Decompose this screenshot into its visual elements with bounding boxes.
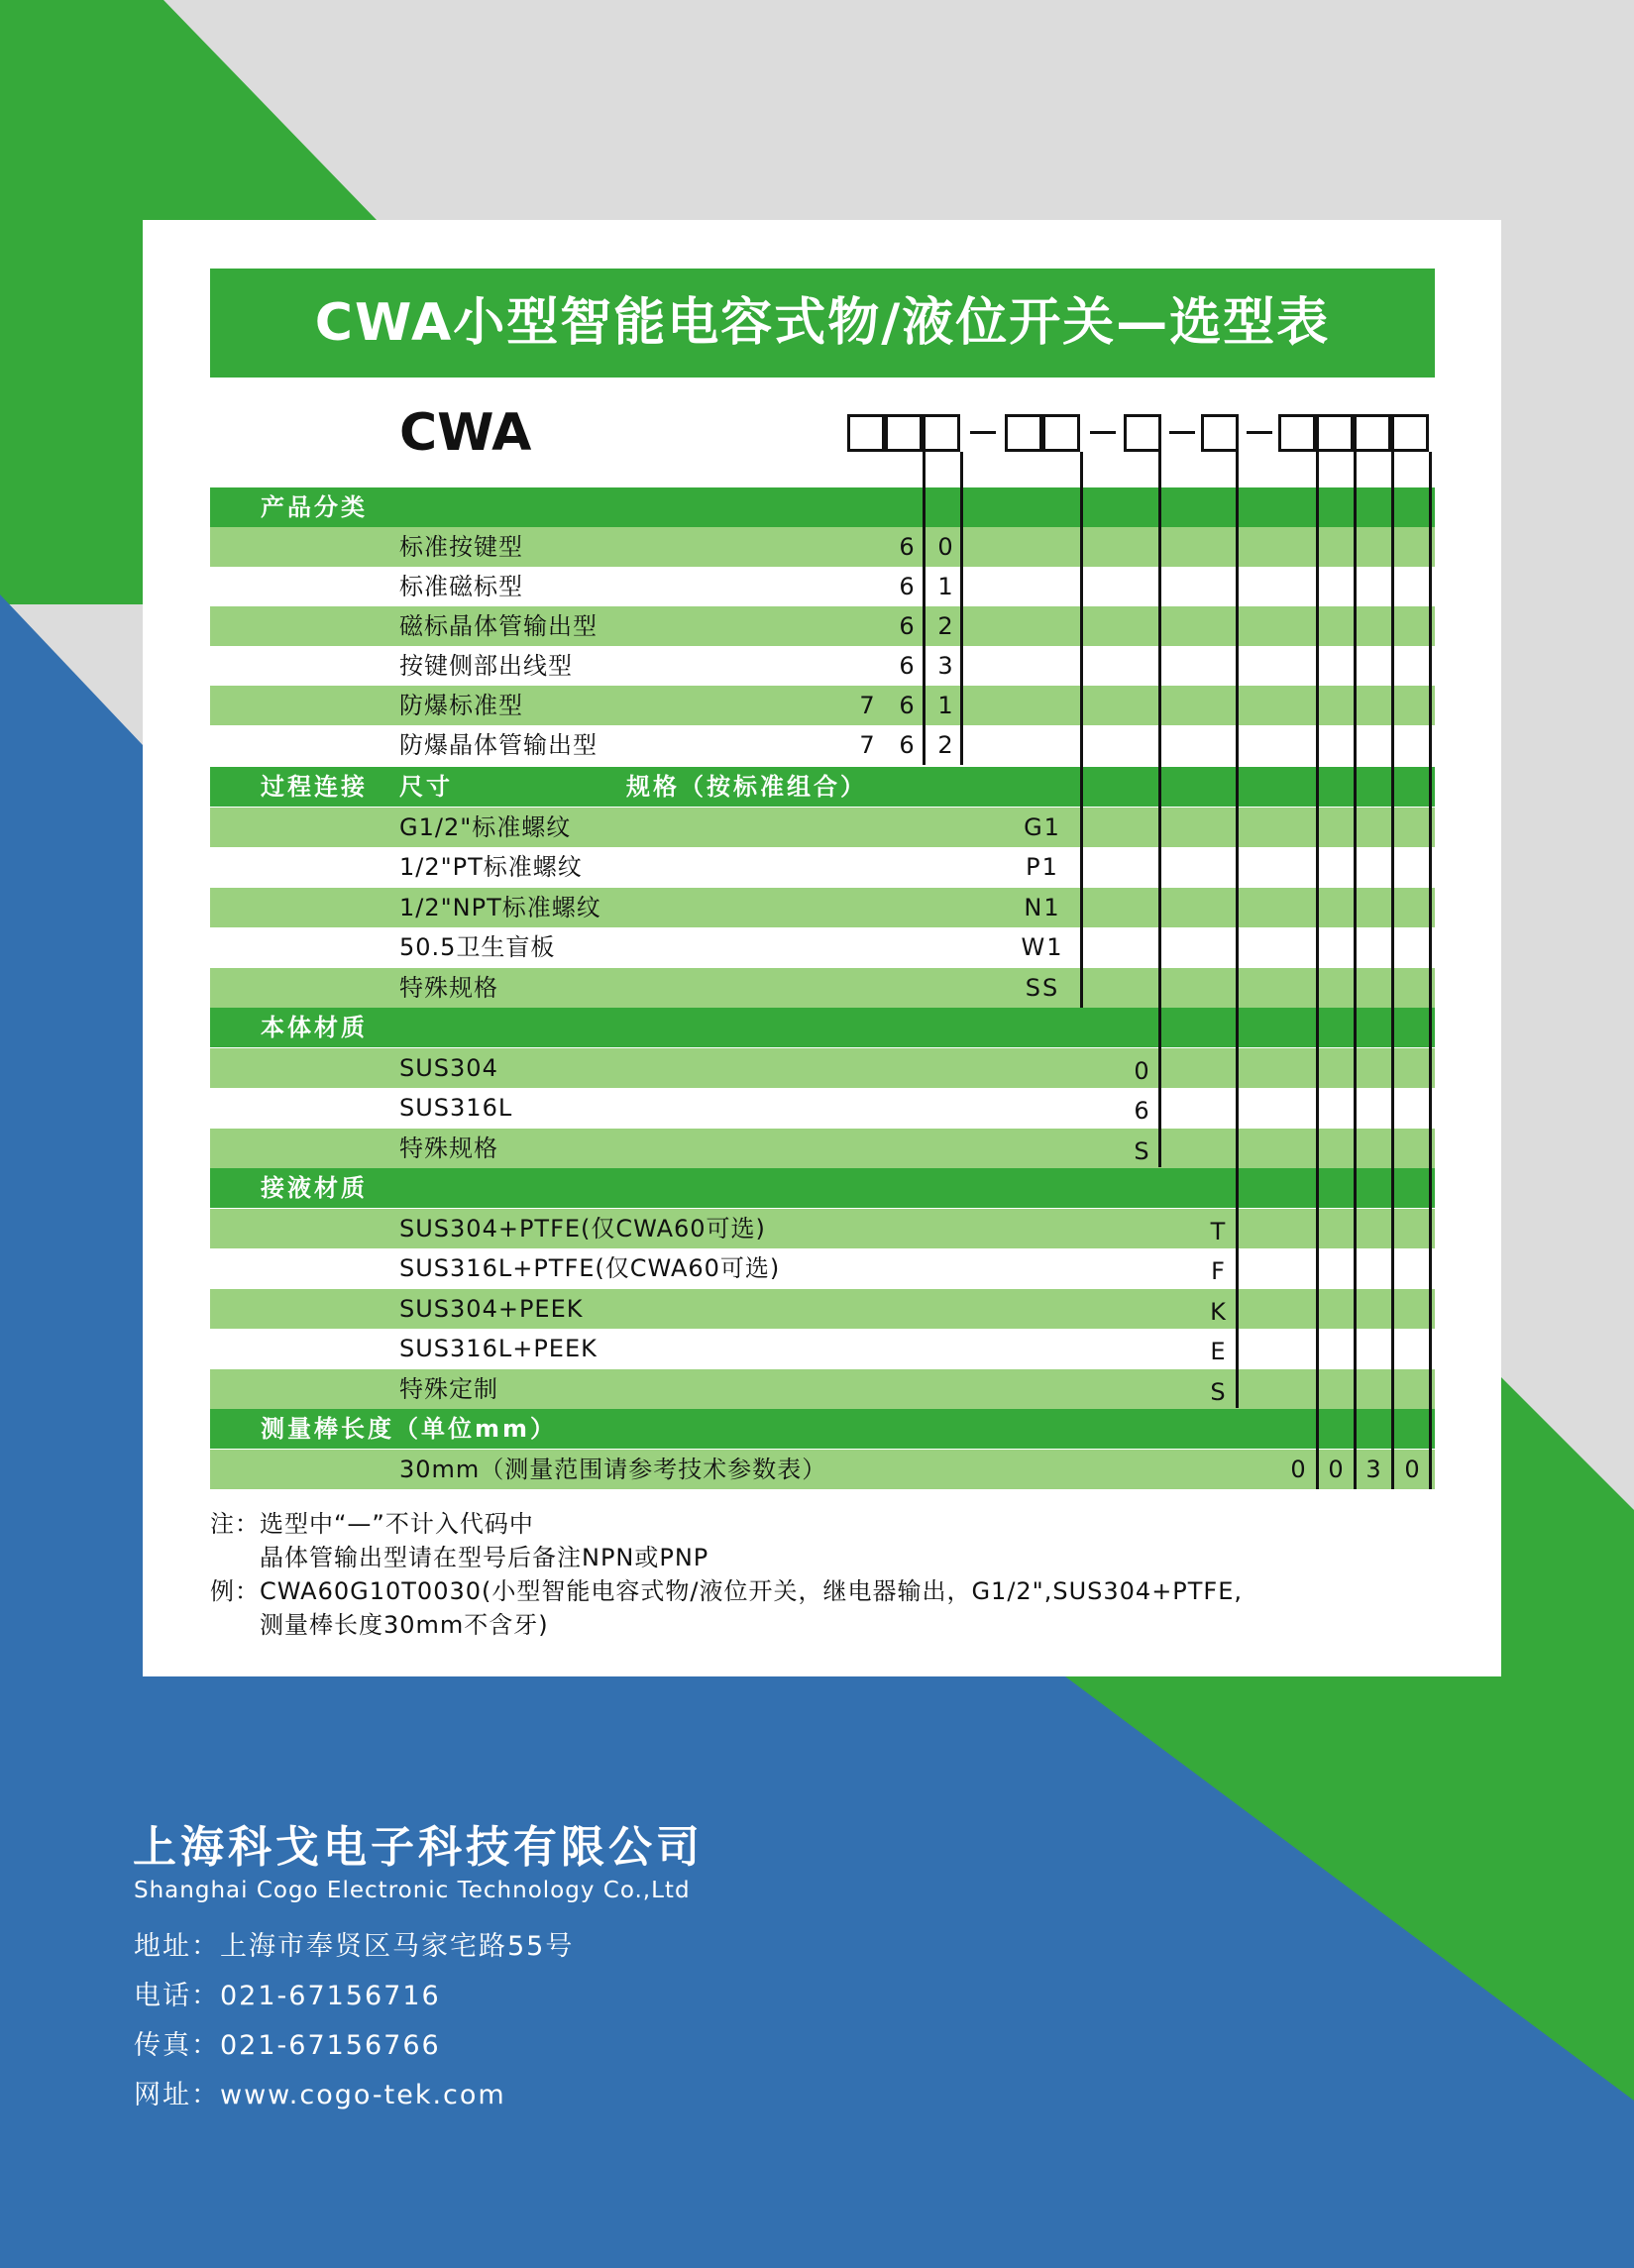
section-header-body-material	[210, 1008, 1435, 1047]
note-line: 测量棒长度30mm不含牙)	[210, 1611, 549, 1639]
option-code: 1	[937, 692, 953, 719]
code-box	[1201, 414, 1239, 452]
option-label: 50.5卫生盲板	[399, 933, 556, 961]
code-box	[1042, 414, 1080, 452]
option-code: 0	[1404, 1456, 1420, 1483]
option-code: 6	[899, 612, 915, 640]
code-box	[1278, 414, 1316, 452]
table-row	[210, 1369, 1435, 1409]
table-row	[210, 1289, 1435, 1329]
table-row	[210, 606, 1435, 646]
option-code: 2	[937, 612, 953, 640]
section-header-product-type	[210, 487, 1435, 527]
company-fax: 传真：021-67156766	[134, 2030, 441, 2061]
option-label: SUS304+PEEK	[399, 1295, 584, 1323]
option-label: G1/2"标准螺纹	[399, 813, 572, 841]
page-title: CWA小型智能电容式物/液位开关—选型表	[314, 293, 1331, 353]
option-label: 标准磁标型	[399, 573, 523, 600]
code-box	[1124, 414, 1161, 452]
option-label: 标准按键型	[399, 533, 523, 561]
company-name-en: Shanghai Cogo Electronic Technology Co.,Ltd	[134, 1878, 691, 1903]
option-code: G1	[1024, 813, 1061, 841]
separator-dash	[1169, 431, 1195, 434]
table-row	[210, 1209, 1435, 1248]
option-label: 特殊规格	[399, 974, 498, 1002]
option-code: K	[1210, 1298, 1226, 1326]
connector-line	[1354, 452, 1357, 1489]
table-row	[210, 686, 1435, 725]
code-box	[1354, 414, 1391, 452]
table-row	[210, 1248, 1435, 1288]
option-code: S	[1134, 1137, 1149, 1165]
company-name-cn: 上海科戈电子科技有限公司	[133, 1822, 704, 1873]
section-title: 过程连接	[261, 773, 368, 801]
connector-line	[1391, 452, 1394, 1489]
separator-dash	[1090, 431, 1116, 434]
code-box	[923, 414, 960, 452]
company-phone: 电话：021-67156716	[134, 1981, 441, 2011]
option-code: 7	[859, 692, 875, 719]
option-label: 按键侧部出线型	[399, 652, 573, 680]
option-code: 2	[937, 731, 953, 759]
table-row	[210, 1129, 1435, 1168]
connector-line	[1429, 452, 1432, 1489]
option-code: F	[1211, 1257, 1225, 1285]
table-row	[210, 888, 1435, 927]
option-code: S	[1210, 1378, 1226, 1406]
option-code: 6	[1134, 1097, 1149, 1125]
option-label: SUS316L+PTFE(仅CWA60可选)	[399, 1254, 781, 1282]
option-code: 0	[1328, 1456, 1344, 1483]
section-title: 产品分类	[261, 493, 368, 521]
option-label: 防爆标准型	[399, 692, 523, 719]
option-label: 特殊规格	[399, 1134, 498, 1162]
option-code: 6	[899, 652, 915, 680]
note-line: 晶体管输出型请在型号后备注NPN或PNP	[210, 1544, 709, 1571]
option-code: 1	[937, 573, 953, 600]
option-label: 特殊定制	[399, 1375, 498, 1403]
option-label: 1/2"PT标准螺纹	[399, 853, 583, 881]
table-row	[210, 847, 1435, 887]
option-code: 0	[937, 533, 953, 561]
note-line: 例：CWA60G10T0030(小型智能电容式物/液位开关，继电器输出，G1/2",SUS304+PTFE,	[210, 1577, 1244, 1605]
option-code: P1	[1026, 853, 1059, 881]
code-box	[1391, 414, 1429, 452]
code-box	[1316, 414, 1354, 452]
option-code: W1	[1021, 933, 1064, 961]
option-label: 磁标晶体管输出型	[399, 612, 598, 640]
section-title: 本体材质	[261, 1014, 368, 1041]
option-code: T	[1210, 1218, 1226, 1245]
option-label: SUS304	[399, 1054, 498, 1082]
option-code: 6	[899, 573, 915, 600]
code-box	[847, 414, 885, 452]
option-code: 6	[899, 731, 915, 759]
table-row	[210, 527, 1435, 567]
option-code: E	[1210, 1338, 1226, 1365]
option-label: 1/2"NPT标准螺纹	[399, 894, 601, 921]
table-row	[210, 927, 1435, 967]
section-title: 测量棒长度（单位mm）	[261, 1415, 558, 1443]
size-column-header: 尺寸	[399, 773, 453, 801]
table-row	[210, 646, 1435, 686]
option-code: 6	[899, 692, 915, 719]
option-code: SS	[1025, 974, 1060, 1002]
table-row	[210, 1329, 1435, 1368]
option-code: 0	[1134, 1057, 1149, 1085]
option-code: 3	[937, 652, 953, 680]
connector-line	[1316, 452, 1319, 1489]
company-website[interactable]: 网址：www.cogo-tek.com	[134, 2080, 506, 2110]
table-row	[210, 808, 1435, 847]
table-row	[210, 1048, 1435, 1088]
section-title: 接液材质	[261, 1174, 368, 1202]
option-code: 6	[899, 533, 915, 561]
table-row	[210, 1088, 1435, 1128]
code-box	[885, 414, 923, 452]
option-code: 7	[859, 731, 875, 759]
section-header-wetted-material	[210, 1168, 1435, 1208]
option-code: N1	[1024, 894, 1061, 921]
option-code: 3	[1365, 1456, 1381, 1483]
option-label: 30mm（测量范围请参考技术参数表）	[399, 1456, 827, 1483]
option-label: SUS316L	[399, 1094, 513, 1122]
note-line: 注：选型中“—”不计入代码中	[210, 1510, 534, 1538]
separator-dash	[970, 431, 996, 434]
notes	[210, 1507, 1243, 1642]
spec-column-header: 规格（按标准组合）	[626, 773, 867, 801]
code-box	[1005, 414, 1042, 452]
separator-dash	[1247, 431, 1272, 434]
company-address: 地址：上海市奉贤区马家宅路55号	[134, 1931, 575, 1962]
model-prefix: CWA	[399, 403, 532, 463]
option-label: SUS316L+PEEK	[399, 1335, 598, 1362]
option-code: 0	[1290, 1456, 1306, 1483]
option-label: 防爆晶体管输出型	[399, 731, 598, 759]
table-row	[210, 725, 1435, 765]
option-label: SUS304+PTFE(仅CWA60可选)	[399, 1215, 766, 1242]
table-row	[210, 567, 1435, 606]
table-row	[210, 968, 1435, 1008]
